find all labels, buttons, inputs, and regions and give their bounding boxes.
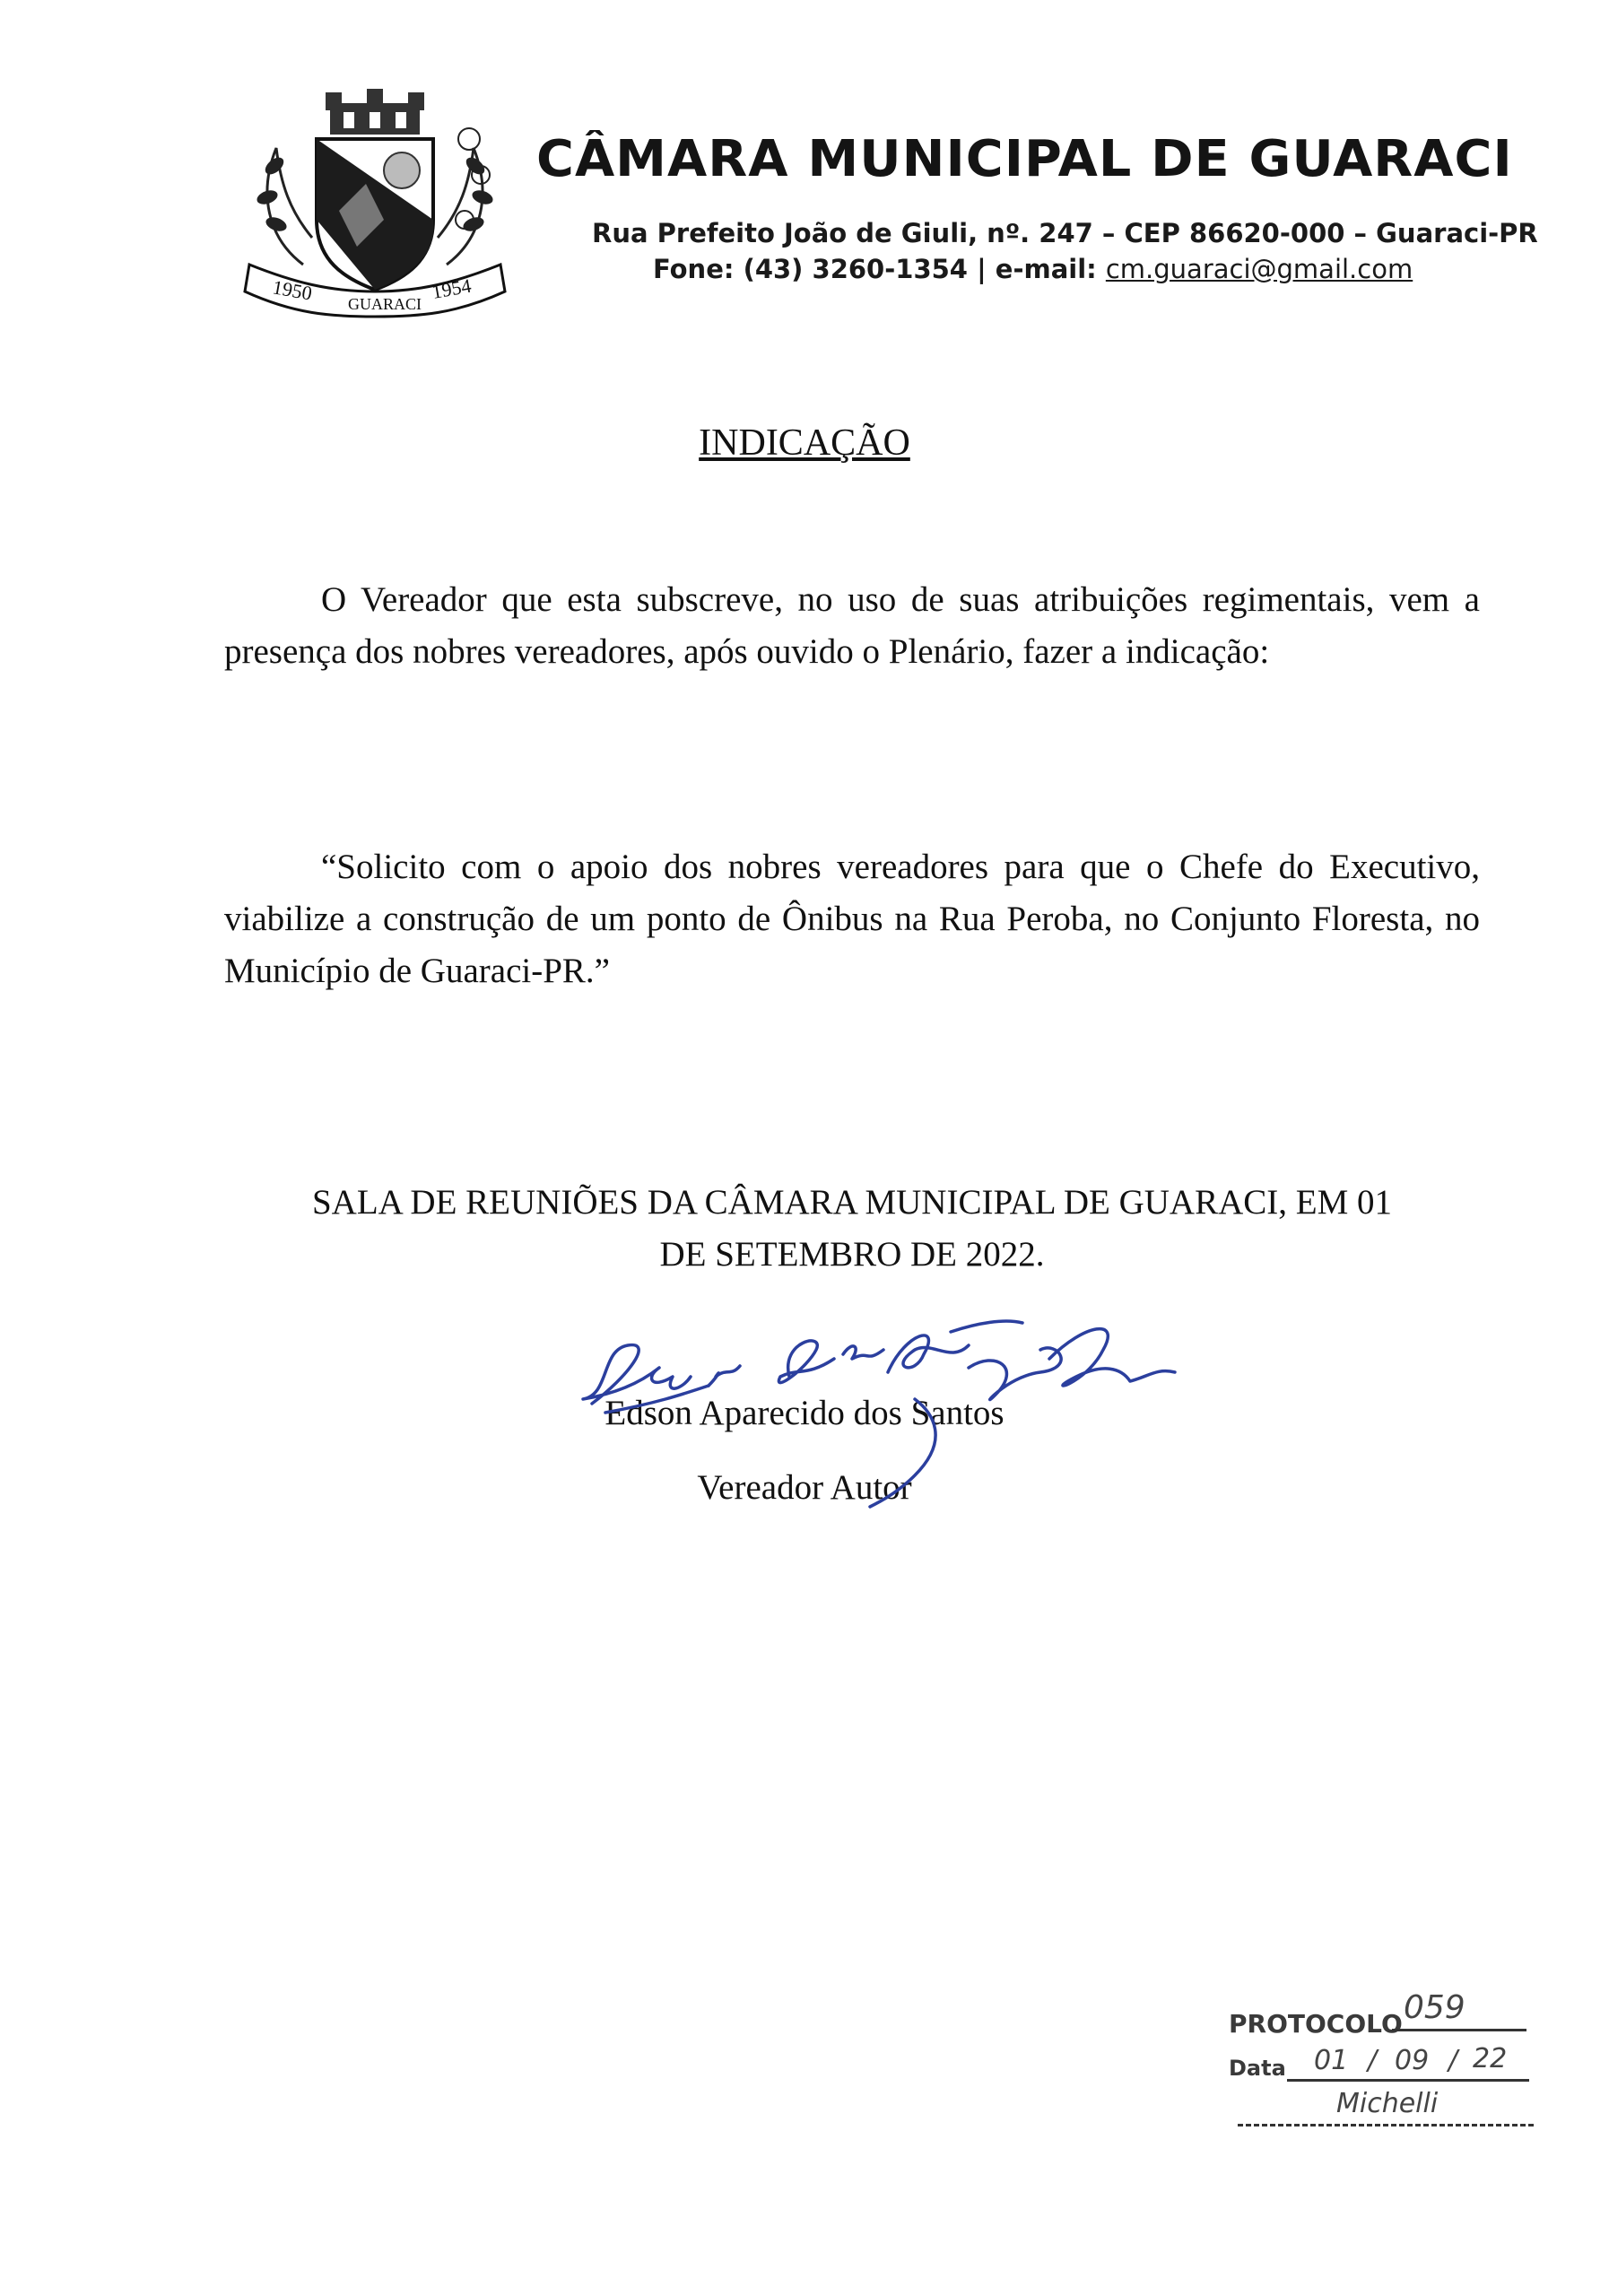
signer-role: Vereador Autor [697, 1468, 912, 1507]
address-line: Rua Prefeito João de Giuli, nº. 247 – CEP 86620-000 – Guaraci-PR [592, 218, 1538, 248]
handwritten-signature-icon [574, 1314, 1220, 1520]
letterhead [240, 85, 1538, 336]
date-month: 09 [1395, 2045, 1430, 2076]
receiver-signature: Michelli [1336, 2088, 1439, 2119]
closing-statement [179, 1177, 1525, 1281]
contact-line [653, 254, 1413, 284]
document-title: INDICAÇÃO [699, 422, 910, 464]
signer-name: Edson Aparecido dos Santos [604, 1394, 1005, 1432]
crest-year-right: 1954 [430, 274, 474, 303]
protocol-stamp: PROTOCOLO 059 Data 01 / 09 / 22 Michelli [1229, 1973, 1552, 2144]
protocol-underline [1392, 2029, 1526, 2031]
phone-text: Fone: (43) 3260-1354 | e-mail: [653, 254, 1106, 284]
closing-line-1: SALA DE REUNIÕES DA CÂMARA MUNICIPAL DE GUARACI, EM 01 [311, 1183, 1393, 1222]
date-underline [1287, 2079, 1529, 2082]
protocol-label: PROTOCOLO [1229, 2009, 1403, 2039]
date-label: Data [1229, 2056, 1286, 2081]
date-day: 01 [1314, 2045, 1349, 2076]
closing-line-2: DE SETEMBRO DE 2022. [659, 1235, 1045, 1274]
organization-name: CÂMARA MUNICIPAL DE GUARACI [536, 130, 1513, 188]
receiver-underline [1238, 2124, 1534, 2126]
municipal-crest-icon [240, 85, 509, 327]
request-paragraph: “Solicito com o apoio dos nobres vereadores para que o Chefe do Executivo, viabilize a construção de um ponto de Ônibus na Rua Peroba, no Conjunto Floresta, no Município de Guaraci-PR.” [224, 848, 1480, 990]
email-link[interactable]: cm.guaraci@gmail.com [1105, 254, 1413, 284]
protocol-number: 059 [1404, 1989, 1465, 2026]
crest-banner-text: GUARACI [348, 295, 422, 313]
date-year: 22 [1473, 2043, 1508, 2074]
crest-year-left: 1950 [271, 275, 314, 305]
intro-paragraph: O Vereador que esta subscreve, no uso de suas atribuições regimentais, vem a presença dos nobres vereadores, após ouvido o Plenário, fazer a indicação: [224, 580, 1480, 671]
